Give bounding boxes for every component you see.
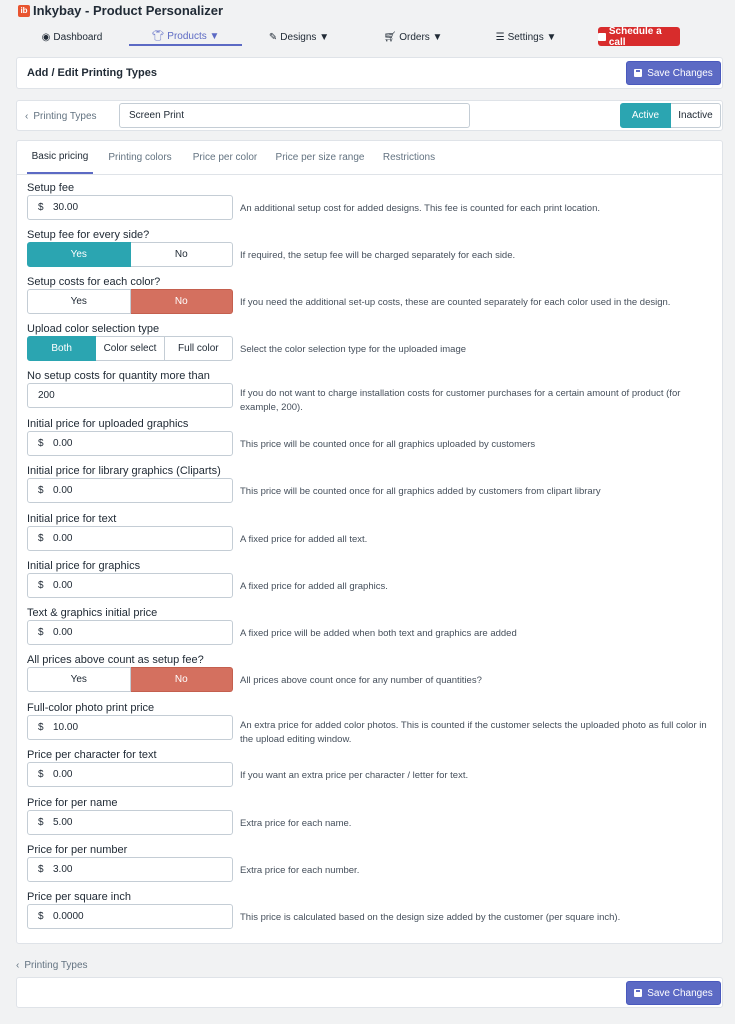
setup-fee-input[interactable]: [27, 195, 233, 220]
currency-symbol: $: [38, 911, 44, 922]
field-help: All prices above count once for any number of quantities?: [240, 675, 482, 686]
library-graphics-price-input[interactable]: [27, 478, 233, 503]
nav-orders[interactable]: [373, 28, 453, 46]
currency-symbol: $: [38, 202, 44, 213]
full-color-photo-price-input[interactable]: [27, 715, 233, 740]
per-name-price-input[interactable]: [27, 810, 233, 835]
status-active-button[interactable]: Active: [620, 103, 671, 128]
per-square-inch-price-input[interactable]: [27, 904, 233, 929]
nav-orders-label: Orders ▼: [399, 31, 443, 43]
currency-symbol: $: [38, 485, 44, 496]
field-help: This price will be counted once for all graphics added by customers from clipart library: [240, 486, 601, 497]
text-graphics-price-input[interactable]: [27, 620, 233, 645]
field-help: An extra price for added color photos. This is counted if the customer selects the uploaded photo as full color in the upload editing window.: [240, 720, 707, 745]
field-help: This price is calculated based on the design size added by the customer (per square inch).: [240, 912, 621, 923]
field-help: If required, the setup fee will be charged separately for each side.: [240, 250, 516, 261]
input-value: 0.00: [53, 627, 73, 638]
option-yes-button[interactable]: Yes: [27, 242, 131, 267]
field-label: Initial price for library graphics (Cliparts): [27, 465, 221, 477]
field-help: A fixed price for added all graphics.: [240, 581, 388, 592]
nav-dashboard-label: Dashboard: [53, 31, 103, 43]
page-header: [16, 57, 723, 89]
option-color-select-button[interactable]: Color select: [96, 336, 164, 361]
upload-color-toggle: [27, 336, 233, 361]
schedule-call-label: Schedule a call: [608, 25, 662, 48]
currency-symbol: $: [38, 580, 44, 591]
field-help: Extra price for each number.: [240, 865, 360, 876]
field-help: Select the color selection type for the uploaded image: [240, 344, 467, 355]
footer-save-changes-button[interactable]: [626, 981, 721, 1005]
nav-designs-label: Designs ▼: [280, 31, 330, 43]
per-number-price-input[interactable]: [27, 857, 233, 882]
tab-price-per-color[interactable]: Price per color: [192, 152, 258, 163]
field-help: If you do not want to charge installation costs for customer purchases for a certain amount of product (for example, 200).: [240, 388, 681, 413]
field-help: A fixed price will be added when both text and graphics are added: [240, 628, 517, 639]
input-value: 30.00: [53, 202, 79, 213]
input-value: 200: [38, 390, 55, 401]
field-label: Initial price for uploaded graphics: [27, 418, 189, 430]
save-changes-label: Save Changes: [647, 67, 713, 79]
currency-symbol: $: [38, 769, 44, 780]
currency-symbol: $: [38, 722, 44, 733]
footer-back-to-printing-types[interactable]: [16, 960, 88, 971]
option-both-button[interactable]: Both: [27, 336, 96, 361]
field-label: No setup costs for quantity more than: [27, 370, 210, 382]
inkybay-logo-icon: ib: [18, 5, 30, 17]
nav-designs[interactable]: [258, 28, 340, 46]
input-value: 0.00: [53, 769, 73, 780]
pricing-tabs: [17, 141, 722, 175]
field-label: Setup costs for each color?: [27, 276, 161, 288]
tab-printing-colors[interactable]: Printing colors: [108, 152, 172, 163]
currency-symbol: $: [38, 627, 44, 638]
brush-icon: ✎: [268, 31, 278, 43]
page-footer: [16, 977, 723, 1008]
text-price-input[interactable]: [27, 526, 233, 551]
field-label: Initial price for text: [27, 513, 117, 525]
save-changes-button[interactable]: [626, 61, 721, 85]
back-to-printing-types[interactable]: [25, 111, 97, 122]
nav-settings[interactable]: [484, 28, 568, 46]
graphics-price-input[interactable]: [27, 573, 233, 598]
field-label: All prices above count as setup fee?: [27, 654, 204, 666]
option-no-button[interactable]: No: [131, 667, 234, 692]
input-value: 0.00: [53, 580, 73, 591]
floppy-disk-icon: [634, 989, 642, 997]
currency-symbol: $: [38, 533, 44, 544]
field-help: This price will be counted once for all graphics uploaded by customers: [240, 439, 536, 450]
per-character-price-input[interactable]: [27, 762, 233, 787]
currency-symbol: $: [38, 817, 44, 828]
option-no-button[interactable]: No: [131, 242, 234, 267]
field-label: Setup fee for every side?: [27, 229, 150, 241]
all-prices-setup-toggle: [27, 667, 233, 692]
tshirt-icon: 👕︎: [151, 30, 165, 42]
nav-products-label: Products ▼: [167, 30, 220, 42]
status-inactive-button[interactable]: Inactive: [671, 103, 721, 128]
nav-settings-label: Settings ▼: [507, 31, 557, 43]
input-value: 0.0000: [53, 911, 84, 922]
status-toggle: [620, 103, 721, 128]
chevron-left-icon: ‹: [25, 111, 29, 122]
input-value: 0.00: [53, 485, 73, 496]
footer-save-changes-label: Save Changes: [647, 987, 713, 999]
field-help: Extra price for each name.: [240, 818, 352, 829]
tab-price-per-size-range[interactable]: Price per size range: [275, 152, 365, 163]
input-value: 5.00: [53, 817, 73, 828]
tab-basic-pricing[interactable]: Basic pricing: [27, 141, 93, 174]
setup-color-toggle: [27, 289, 233, 314]
field-label: Initial price for graphics: [27, 560, 141, 572]
field-label: Price per square inch: [27, 891, 131, 903]
nav-dashboard[interactable]: [30, 28, 114, 46]
input-value: 0.00: [53, 533, 73, 544]
back-link-label: Printing Types: [33, 111, 97, 122]
schedule-call-button[interactable]: [598, 27, 680, 46]
tab-restrictions[interactable]: Restrictions: [382, 152, 436, 163]
field-label: Price for per name: [27, 797, 118, 809]
option-full-color-button[interactable]: Full color: [165, 336, 233, 361]
nav-products[interactable]: [129, 28, 242, 46]
currency-symbol: $: [38, 864, 44, 875]
printing-type-name-input[interactable]: [119, 103, 470, 128]
currency-symbol: $: [38, 438, 44, 449]
printing-type-bar: [16, 100, 723, 131]
option-yes-button[interactable]: Yes: [27, 667, 131, 692]
field-label: Text & graphics initial price: [27, 607, 158, 619]
field-label: Price for per number: [27, 844, 128, 856]
footer-back-link-label: Printing Types: [24, 960, 88, 971]
sliders-icon: ☰: [495, 31, 505, 43]
input-value: 0.00: [53, 438, 73, 449]
setup-fee-side-toggle: [27, 242, 233, 267]
calendar-icon: [598, 33, 606, 41]
field-help: A fixed price for added all text.: [240, 534, 368, 545]
chevron-left-icon: ‹: [16, 960, 20, 971]
field-help: An additional setup cost for added designs. This fee is counted for each print location.: [240, 203, 600, 214]
field-label: Upload color selection type: [27, 323, 160, 335]
dashboard-icon: ◉: [41, 31, 51, 43]
option-yes-button[interactable]: Yes: [27, 289, 131, 314]
field-label: Price per character for text: [27, 749, 157, 761]
floppy-disk-icon: [634, 69, 642, 77]
app-title: [18, 3, 223, 18]
pricing-card: [16, 140, 723, 944]
uploaded-graphics-price-input[interactable]: [27, 431, 233, 456]
app-title-text: Inkybay - Product Personalizer: [33, 3, 224, 18]
field-help: If you want an extra price per character / letter for text.: [240, 770, 469, 781]
input-value: 10.00: [53, 722, 79, 733]
option-no-button[interactable]: No: [131, 289, 234, 314]
field-help: If you need the additional set-up costs, these are counted separately for each color used in the design.: [240, 297, 671, 308]
no-setup-quantity-input[interactable]: [27, 383, 233, 408]
cart-icon: 🛒︎: [383, 31, 397, 43]
field-label: Full-color photo print price: [27, 702, 155, 714]
page-title: Add / Edit Printing Types: [27, 67, 157, 79]
field-label: Setup fee: [27, 182, 75, 194]
input-value: 3.00: [53, 864, 73, 875]
